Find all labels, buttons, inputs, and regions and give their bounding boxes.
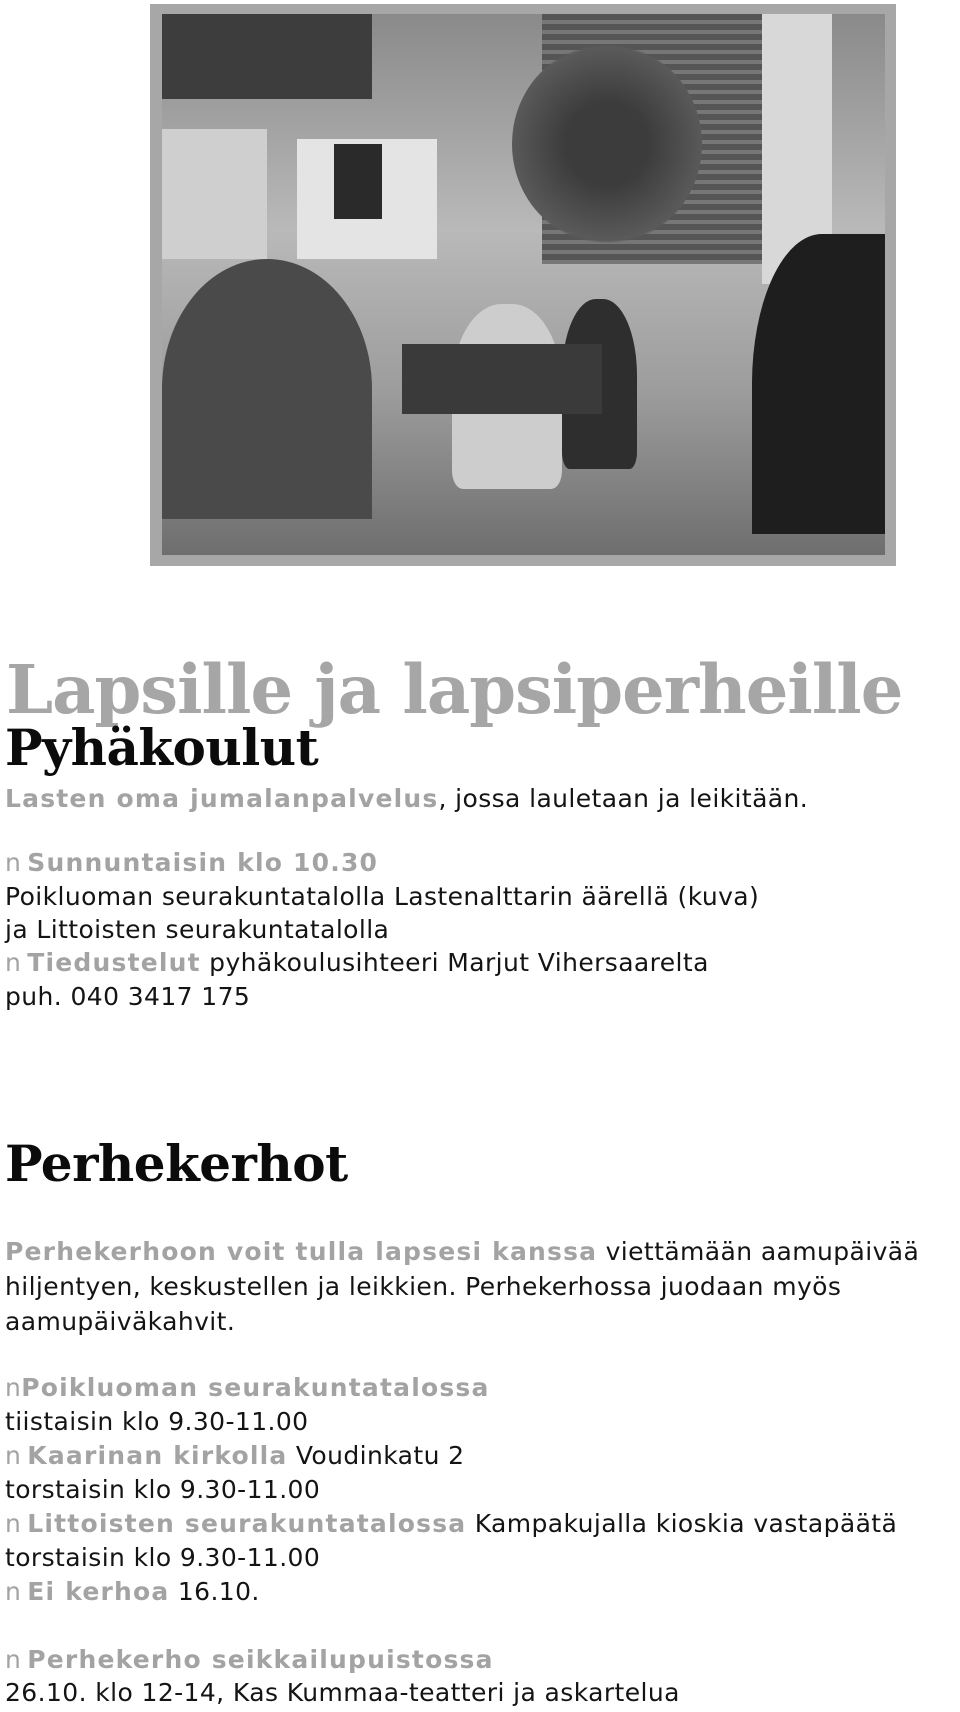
altar-cloth: [334, 144, 382, 219]
bullet-icon: n: [5, 1373, 22, 1402]
sunday-school-photo: [162, 14, 885, 555]
body-text: pyhäkoulusihteeri Marjut Vihersaarelta: [200, 948, 709, 977]
shelf: [162, 129, 267, 259]
highlight-text: Sunnuntaisin klo 10.30: [27, 848, 379, 877]
perhekerhot-poikluoma: [5, 1371, 490, 1405]
perhekerhot-intro-3: aamupäiväkahvit.: [5, 1307, 236, 1336]
perhekerhot-littoinen: [5, 1507, 897, 1541]
perhekerhot-poikluoma-time: tiistaisin klo 9.30-11.00: [5, 1407, 309, 1436]
section-title-perhekerhot: Perhekerhot: [5, 1134, 348, 1193]
bullet-icon: n: [5, 1645, 22, 1674]
perhekerhot-intro-1: [5, 1235, 919, 1269]
perhekerhot-littoinen-time: torstaisin klo 9.30-11.00: [5, 1543, 321, 1572]
body-text: viettämään aamupäivää: [597, 1237, 920, 1266]
perhekerhot-intro-2: hiljentyen, keskustellen ja leikkien. Perhekerhossa juodaan myös: [5, 1272, 842, 1301]
pyhakoulut-phone: puh. 040 3417 175: [5, 982, 251, 1011]
body-text: 16.10.: [169, 1577, 260, 1606]
section-title-pyhakoulut: Pyhäkoulut: [5, 718, 319, 777]
perhekerhot-kaarina-time: torstaisin klo 9.30-11.00: [5, 1475, 321, 1504]
perhekerhot-kaarina: [5, 1439, 464, 1473]
highlight-text: Perhekerhoon voit tulla lapsesi kanssa: [5, 1237, 598, 1266]
highlight-text: Poikluoman seurakuntatalossa: [21, 1373, 490, 1402]
perhekerhot-no-club: [5, 1575, 260, 1609]
plant: [512, 44, 702, 244]
highlight-text: Perhekerho seikkailupuistossa: [27, 1645, 494, 1674]
pyhakoulut-time: [5, 846, 378, 880]
bullet-icon: n: [5, 1509, 22, 1538]
body-text: Voudinkatu 2: [287, 1441, 465, 1470]
bullet-icon: n: [5, 948, 22, 977]
pyhakoulut-location-1: Poikluoman seurakuntatalolla Lastenalttarin äärellä (kuva): [5, 882, 760, 911]
pyhakoulut-contact: [5, 946, 709, 980]
highlight-text: Ei kerhoa: [27, 1577, 170, 1606]
perhekerhot-adventure-park-time: 26.10. klo 12-14, Kas Kummaa-teatteri ja askartelua: [5, 1678, 680, 1707]
adult-head-left: [162, 259, 372, 519]
body-text: Kampakujalla kioskia vastapäätä: [466, 1509, 898, 1538]
adult-head-right: [752, 234, 885, 534]
page-title: Lapsille ja lapsiperheille: [6, 650, 903, 729]
bullet-icon: n: [5, 1577, 22, 1606]
body-text: , jossa lauletaan ja leikitään.: [438, 784, 809, 813]
highlight-text: Tiedustelut: [27, 948, 201, 977]
highlight-text: Kaarinan kirkolla: [27, 1441, 288, 1470]
bullet-icon: n: [5, 1441, 22, 1470]
wall-painting: [162, 14, 372, 99]
floor-cushion: [402, 344, 602, 414]
pyhakoulut-location-2: ja Littoisten seurakuntatalolla: [5, 915, 390, 944]
perhekerhot-adventure-park: [5, 1643, 494, 1677]
pyhakoulut-intro: [5, 782, 808, 816]
photo-frame: [150, 4, 896, 566]
highlight-text: Littoisten seurakuntatalossa: [27, 1509, 467, 1538]
highlight-text: Lasten oma jumalanpalvelus: [5, 784, 439, 813]
bullet-icon: n: [5, 848, 22, 877]
